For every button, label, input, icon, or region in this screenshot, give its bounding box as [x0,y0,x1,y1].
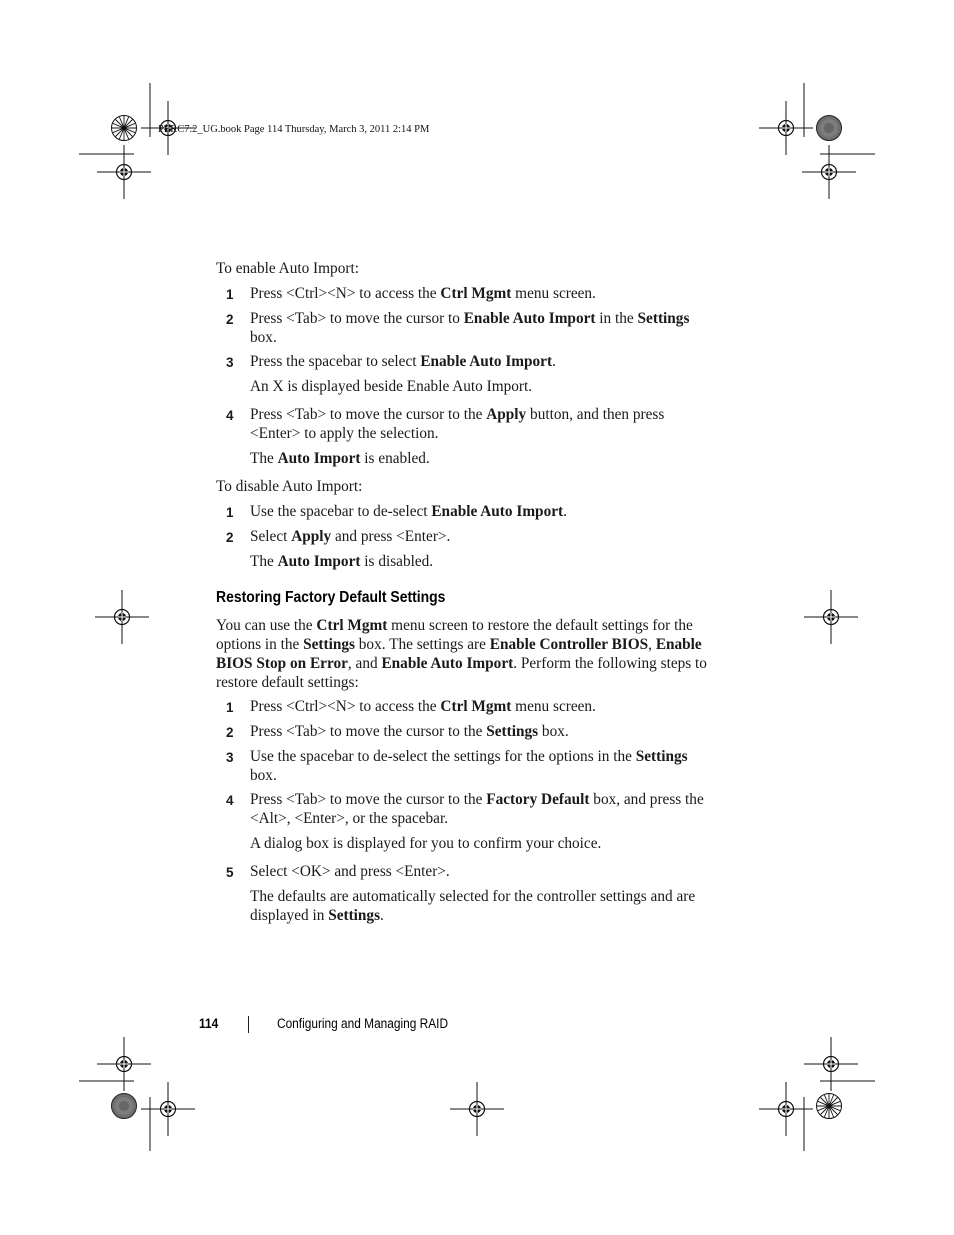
ui-term: Ctrl Mgmt [440,698,512,715]
print-slug: PERC7.2_UG.book Page 114 Thursday, March 3, 2011 2:14 PM [158,124,430,135]
enable-note-3: An X is displayed beside Enable Auto Import. [250,378,533,395]
ui-term: Enable BIOS Stop on Error [216,636,702,672]
step-number: 5 [226,865,234,880]
ui-term: Auto Import [277,553,361,570]
step-text: Press <Tab> to move the cursor to the Factory Default box, and press the <Alt>, <Enter>, or the spacebar. [250,791,704,827]
step-number: 2 [226,312,234,327]
step-number: 2 [226,725,234,740]
step-number: 3 [226,750,234,765]
ui-term: Auto Import [277,450,361,467]
ui-term: Settings [635,748,688,765]
star-target-icon [112,116,137,141]
ui-term: Ctrl Mgmt [440,285,512,302]
enable-note-4: The Auto Import is enabled. [250,450,430,467]
step-number: 1 [226,700,234,715]
step-text: Press <Ctrl><N> to access the Ctrl Mgmt menu screen. [250,285,596,302]
ui-term: Apply [291,528,332,545]
step-text: Select <OK> and press <Enter>. [250,863,450,880]
ui-term: Enable Controller BIOS [489,636,649,653]
step-text: Press the spacebar to select Enable Auto Import. [250,353,556,370]
step-number: 4 [226,408,234,423]
step-text: Press <Ctrl><N> to access the Ctrl Mgmt menu screen. [250,698,596,715]
ui-term: Settings [303,636,355,653]
ui-term: Ctrl Mgmt [316,617,388,634]
ui-term: Settings [328,907,381,924]
ui-term: Enable Auto Import [381,655,514,672]
ui-term: Enable Auto Import [420,353,553,370]
step-number: 2 [226,530,234,545]
restore-intro: You can use the Ctrl Mgmt menu screen to restore the default settings for the options in the Settings box. The settings are Enable Controller BIOS, Enable BIOS Stop on Error, and Enable Auto Import. Perform the following steps to restore default settings: [216,617,707,691]
step-number: 4 [226,793,234,808]
ui-term: Apply [486,406,527,423]
restore-note-5: The defaults are automatically selected for the controller settings and are displayed in Settings. [250,888,696,924]
step-text: Press <Tab> to move the cursor to the Apply button, and then press <Enter> to apply the selection. [250,406,665,442]
ui-term: Settings [637,310,690,327]
step-text: Press <Tab> to move the cursor to the Settings box. [250,723,569,740]
ui-term: Enable Auto Import [463,310,596,327]
disable-note-2: The Auto Import is disabled. [250,553,434,570]
step-text: Use the spacebar to de-select the settings for the options in the Settings box. [250,748,688,784]
step-text: Use the spacebar to de-select Enable Auto Import. [250,503,567,520]
chapter-title: Configuring and Managing RAID [277,1016,449,1031]
footer-divider [248,1016,249,1033]
step-text: Press <Tab> to move the cursor to Enable Auto Import in the Settings box. [250,310,690,346]
page-number: 114 [199,1015,219,1031]
gray-target-icon [817,116,842,141]
ui-term: Enable Auto Import [431,503,564,520]
ui-term: Settings [486,723,539,740]
step-number: 1 [226,287,234,302]
disable-intro: To disable Auto Import: [216,478,363,495]
restore-note-4: A dialog box is displayed for you to confirm your choice. [250,835,602,852]
step-text: Select Apply and press <Enter>. [250,528,451,545]
section-heading: Restoring Factory Default Settings [216,589,446,606]
enable-intro: To enable Auto Import: [216,260,359,277]
ui-term: Factory Default [486,791,590,808]
step-number: 1 [226,505,234,520]
step-number: 3 [226,355,234,370]
